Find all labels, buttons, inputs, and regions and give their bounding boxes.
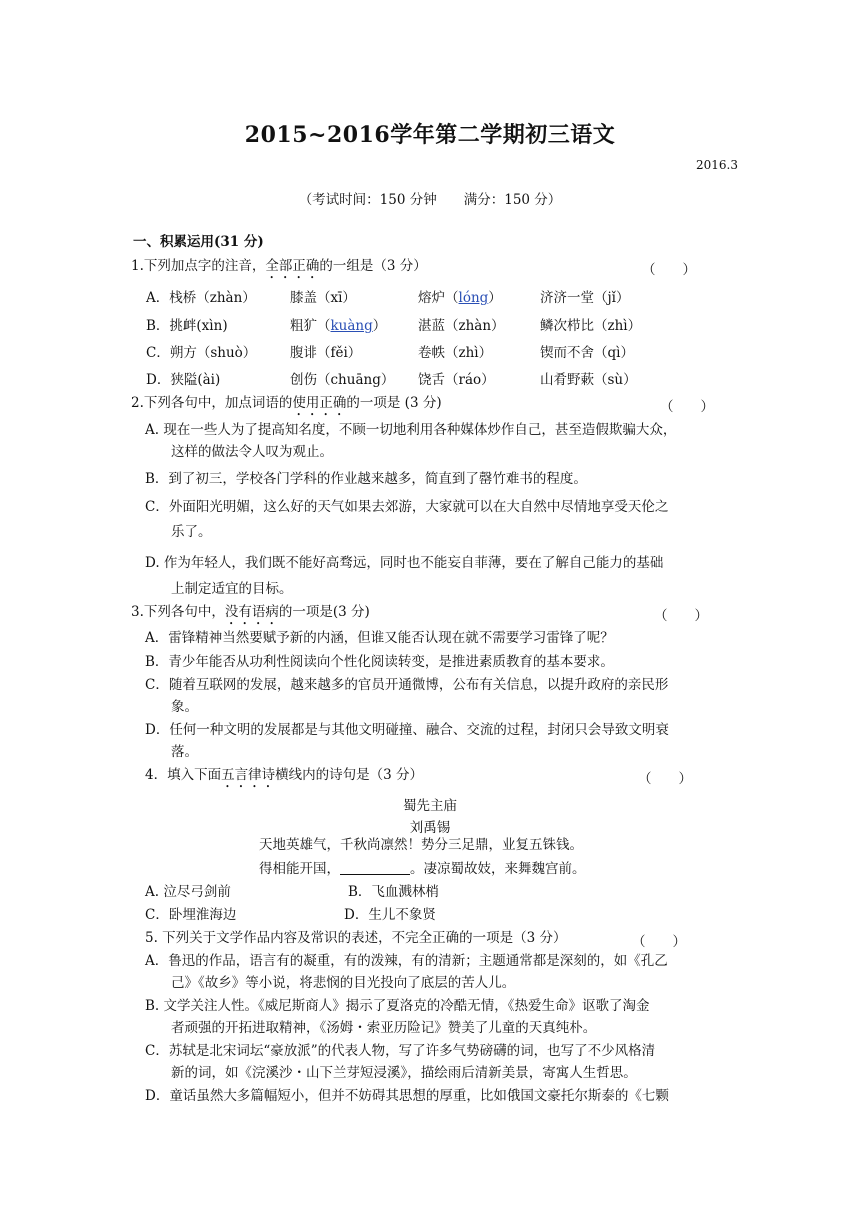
q5-option-c-line2: 新的词，如《浣溪沙・山下兰芽短浸溪》，描绘雨后清新美景，寄寓人生哲思。 (171, 1065, 637, 1081)
q4-option-d: D．生儿不象贤 (344, 907, 436, 923)
q1-b-item3: 湛蓝（zhàn） (418, 318, 505, 334)
q1-d-item3: 饶舌（ráo） (418, 372, 495, 388)
q2-option-c-line2: 乐了。 (171, 524, 212, 540)
q2-option-b: B．到了初三，学校各门学科的作业越来越多，简直到了罄竹难书的程度。 (145, 471, 587, 487)
q2-answer-paren: （ ） (660, 399, 714, 415)
poem-answer-blank (340, 862, 410, 875)
q4-stem-emphasis: 五言律诗 (221, 767, 276, 783)
q1-d-item1: D．狭隘(ài) (146, 372, 221, 388)
poem-line2 (259, 861, 586, 877)
q1-b-item2 (290, 314, 386, 334)
poem-line2-post: 。凄凉蜀故妓，来舞魏宫前。 (410, 861, 586, 877)
q3-stem-emphasis: 没有语病 (224, 604, 279, 620)
q1-b-item2-pre: 粗犷（ (290, 318, 331, 334)
q3-option-a: A．雷锋精神当然要赋予新的内涵，但谁又能否认现在就不需要学习雷锋了呢？ (145, 630, 614, 646)
q1-c-item3: 卷帙（zhì） (418, 345, 493, 361)
poem-line2-pre: 得相能开国， (259, 861, 340, 877)
q1-a-item3-post: ） (488, 290, 502, 306)
poem-line1: 天地英雄气，千秋尚凛然！势分三足鼎，业复五铢钱。 (259, 837, 583, 853)
q1-stem (131, 258, 427, 282)
poem-author: 刘禹锡 (409, 820, 451, 836)
q1-a-item3-pre: 熔炉（ (418, 290, 459, 306)
q2-stem-emphasis: 使用正确 (292, 395, 347, 411)
q4-stem-pre: 4．填入下面 (145, 767, 222, 783)
q2-stem (131, 395, 442, 419)
q3-stem-pre: 3.下列各句中， (131, 604, 225, 620)
exam-info: （考试时间：150 分钟 满分：150 分） (298, 192, 562, 208)
q1-c-item1: C．朔方（shuò） (146, 345, 257, 361)
q5-option-a-line2: 己》《故乡》等小说，将悲悯的目光投向了底层的苦人儿。 (171, 975, 516, 991)
q1-b-pinyin-link[interactable]: kuàng (330, 318, 373, 334)
q2-stem-pre: 2.下列各句中，加点词语的 (131, 395, 293, 411)
exam-date: 2016.3 (696, 158, 738, 172)
q1-d-item4: 山肴野蔌（sù） (540, 372, 637, 388)
q4-option-b: B．飞血溅林梢 (348, 884, 439, 900)
q3-answer-paren: （ ） (654, 608, 708, 624)
q4-option-a: A. 泣尽弓剑前 (145, 884, 231, 900)
q5-answer-paren: （ ） (632, 934, 686, 950)
q1-stem-post: 的一组是（3 分） (319, 258, 427, 274)
q1-stem-pre: 1.下列加点字的注音， (131, 258, 266, 274)
q4-stem-post: 横线内的诗句是（3 分） (275, 767, 423, 783)
q3-option-c-line2: 象。 (171, 699, 198, 715)
q4-stem (145, 767, 423, 791)
q1-c-item2: 腹诽（fěi） (290, 345, 362, 361)
q2-option-c-line1: C．外面阳光明媚，这么好的天气如果去郊游，大家就可以在大自然中尽情地享受天伦之 (145, 499, 669, 515)
q1-a-pinyin-link[interactable]: lóng (458, 290, 489, 306)
q1-stem-emphasis: 全部正确 (265, 258, 320, 274)
q2-option-a-line2: 这样的做法令人叹为观止。 (171, 444, 333, 460)
section-title: 一、积累运用(31 分) (133, 234, 264, 250)
q4-option-c: C．卧埋淮海边 (145, 907, 237, 923)
q1-c-item4: 锲而不舍（qì） (540, 345, 634, 361)
q1-a-item3 (418, 286, 502, 306)
q4-answer-paren: （ ） (638, 771, 692, 787)
q1-b-item1: B．挑衅(xìn) (146, 318, 228, 334)
q5-option-c-line1: C．苏轼是北宋词坛“豪放派”的代表人物，写了许多气势磅礴的词，也写了不少风格清 (145, 1043, 656, 1059)
q1-a-item1: A．栈桥（zhàn） (146, 290, 256, 306)
q3-option-c-line1: C．随着互联网的发展，越来越多的官员开通微博，公布有关信息，以提升政府的亲民形 (145, 677, 669, 693)
q5-option-b-line1: B. 文学关注人性。《威尼斯商人》揭示了夏洛克的冷酷无情，《热爱生命》讴歌了淘金 (145, 998, 650, 1014)
q3-stem (131, 604, 370, 628)
q2-option-a-line1: A. 现在一些人为了提高知名度，不顾一切地利用各种媒体炒作自己，甚至造假欺骗大众， (145, 422, 677, 438)
q2-stem-post: 的一项是 (3 分) (346, 395, 442, 411)
q5-stem: 5. 下列关于文学作品内容及常识的表述，不完全正确的一项是（3 分） (145, 930, 567, 946)
q3-option-b: B．青少年能否从功利性阅读向个性化阅读转变，是推进素质教育的基本要求。 (145, 654, 614, 670)
q1-b-item4: 鳞次栉比（zhì） (540, 318, 642, 334)
q2-option-d-line1: D. 作为年轻人，我们既不能好高骛远，同时也不能妄自菲薄，要在了解自己能力的基础 (145, 555, 664, 571)
q3-option-d-line2: 落。 (171, 744, 198, 760)
q1-a-item4: 济济一堂（jǐ） (540, 290, 630, 306)
q2-option-d-line2: 上制定适宜的目标。 (171, 581, 293, 597)
q3-option-d-line1: D．任何一种文明的发展都是与其他文明碰撞、融合、交流的过程，封闭只会导致文明衰 (145, 722, 669, 738)
q1-d-item2: 创伤（chuāng） (290, 372, 395, 388)
q5-option-b-line2: 者顽强的开拓进取精神，《汤姆・索亚历险记》赞美了儿童的天真纯朴。 (171, 1020, 597, 1036)
page-title: 2015~2016学年第二学期初三语文 (244, 122, 616, 148)
q3-stem-post: 的一项是(3 分) (278, 604, 370, 620)
q1-answer-paren: （ ） (642, 262, 696, 278)
q5-option-d-line1: D．童话虽然大多篇幅短小，但并不妨碍其思想的厚重，比如俄国文豪托尔斯泰的《七颗 (145, 1088, 669, 1104)
poem-title: 蜀先主庙 (403, 798, 457, 814)
q1-b-item2-post: ） (372, 318, 387, 334)
q1-a-item2: 膝盖（xī） (290, 290, 356, 306)
q5-option-a-line1: A．鲁迅的作品，语言有的凝重，有的泼辣，有的清新；主题通常都是深刻的，如《孔乙 (145, 953, 668, 969)
